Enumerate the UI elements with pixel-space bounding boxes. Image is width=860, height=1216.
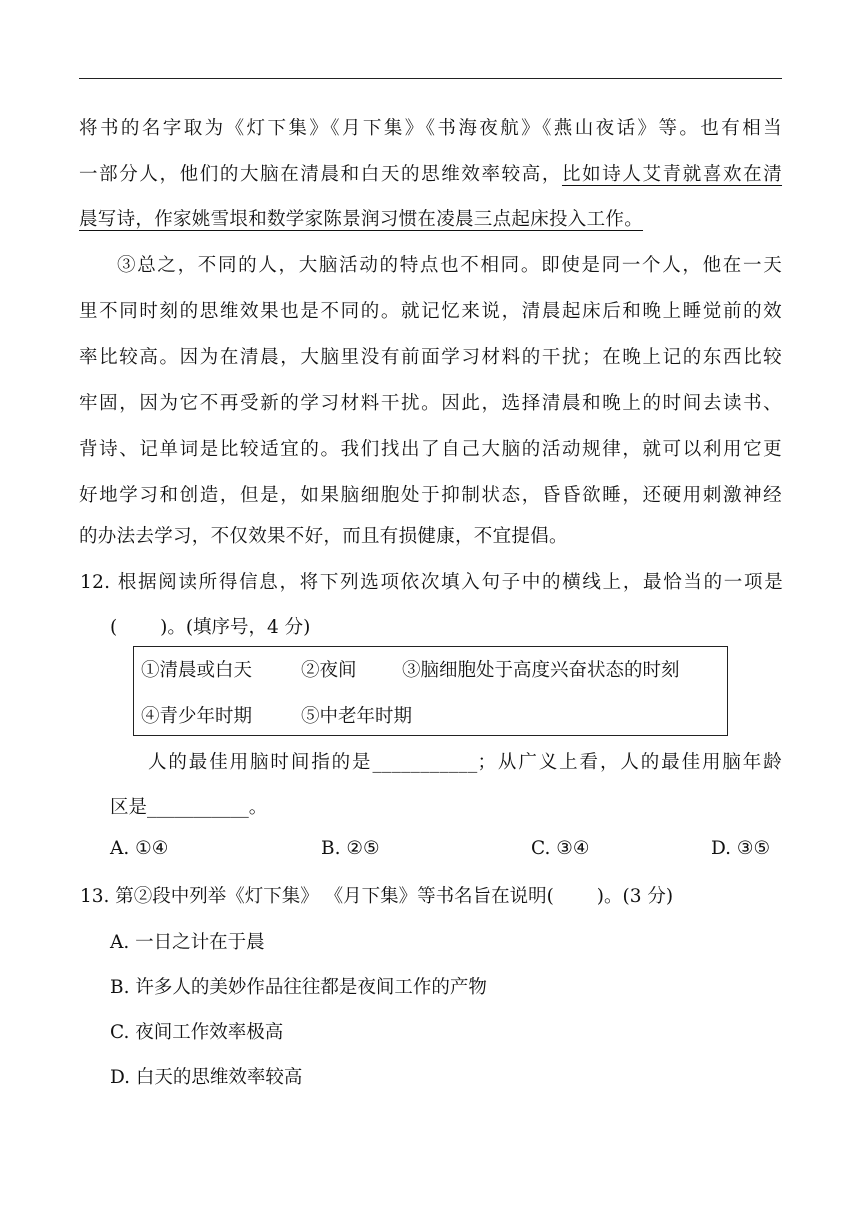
q12-sentence: 人的最佳用脑时间指的是___________；从广义上看，人的最佳用脑年龄: [148, 752, 782, 773]
q13-option-b[interactable]: B. 许多人的美妙作品往往都是夜间工作的产物: [110, 977, 487, 998]
passage-line: 牢固，因为它不再受新的学习材料干扰。因此，选择清晨和晚上的时间去读书、: [79, 393, 782, 414]
q12-stem-continued: ( )。(填序号，4 分): [110, 617, 311, 638]
q12-option-d[interactable]: D. ③⑤: [711, 838, 771, 859]
q13-option-a[interactable]: A. 一日之计在于晨: [110, 932, 265, 953]
header-rule: [79, 78, 782, 79]
passage-line: 好地学习和创造，但是，如果脑细胞处于抑制状态，昏昏欲睡，还硬用刺激神经: [79, 485, 782, 506]
box-item: ④青少年时期: [141, 706, 253, 727]
q13-option-d[interactable]: D. 白天的思维效率较高: [110, 1067, 303, 1088]
box-item: ③脑细胞处于高度兴奋状态的时刻: [402, 660, 680, 681]
q13-option-c[interactable]: C. 夜间工作效率极高: [110, 1022, 284, 1043]
q12-option-c[interactable]: C. ③④: [531, 838, 590, 859]
box-item: ②夜间: [301, 660, 357, 681]
box-item: ①清晨或白天: [141, 660, 253, 681]
box-item: ⑤中老年时期: [301, 706, 413, 727]
passage-text: 一部分人，他们的大脑在清晨和白天的思维效率较高，: [79, 164, 562, 185]
q12-option-a[interactable]: A. ①④: [110, 838, 169, 859]
passage-line: [79, 205, 782, 231]
passage-line: 的办法去学习，不仅效果不好，而且有损健康，不宜提倡。: [79, 526, 568, 547]
q12-sentence-continued: 区是___________。: [110, 797, 268, 818]
q13-stem: 13. 第②段中列举《灯下集》 《月下集》等书名旨在说明( )。(3 分): [80, 886, 674, 907]
passage-line: [79, 160, 782, 186]
q12-option-b[interactable]: B. ②⑤: [321, 838, 380, 859]
passage-line: 将书的名字取为《灯下集》《月下集》《书海夜航》《燕山夜话》等。也有相当: [79, 118, 782, 139]
underlined-text: 比如诗人艾青就喜欢在清: [561, 164, 783, 185]
passage-line: 里不同时刻的思维效果也是不同的。就记忆来说，清晨起床后和晚上睡觉前的效: [79, 301, 782, 322]
q12-stem: 12. 根据阅读所得信息，将下列选项依次填入句子中的横线上，最恰当的一项是: [80, 572, 783, 593]
paragraph-3-start: ③总之，不同的人，大脑活动的特点也不相同。即使是同一个人，他在一天: [117, 255, 782, 276]
passage-line: 背诗、记单词是比较适宜的。我们找出了自己大脑的活动规律，就可以利用它更: [79, 439, 782, 460]
underlined-text: 晨写诗，作家姚雪垠和数学家陈景润习惯在凌晨三点起床投入工作。: [79, 209, 644, 230]
passage-line: 率比较高。因为在清晨，大脑里没有前面学习材料的干扰；在晚上记的东西比较: [79, 347, 782, 368]
